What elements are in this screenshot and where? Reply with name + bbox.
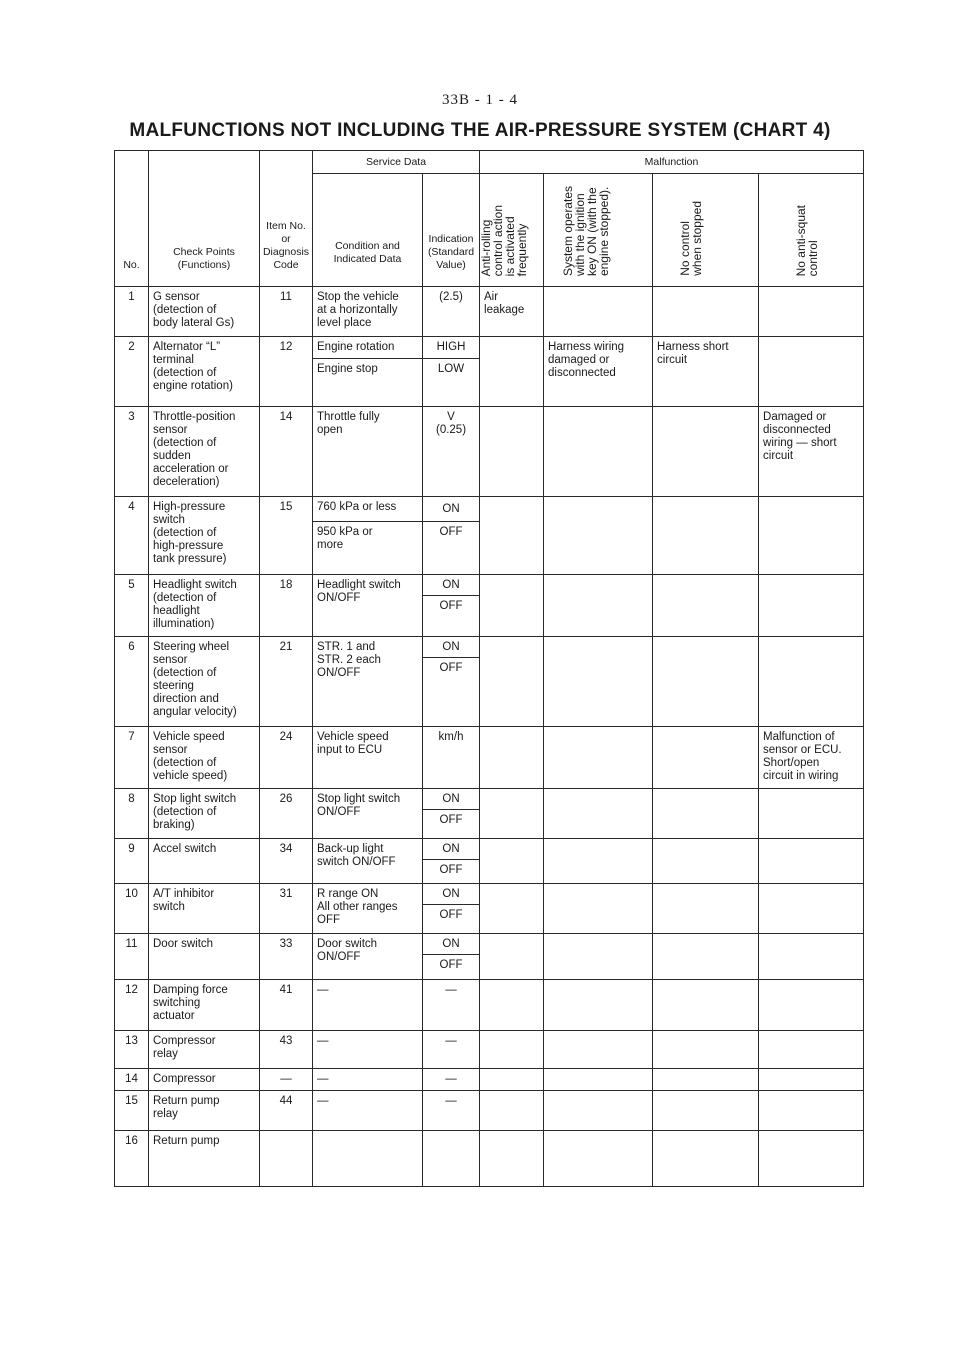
row-number: 15 — [115, 1091, 149, 1131]
header-malfunction-col-4: No anti-squat control — [759, 174, 864, 287]
malfunction-cell-3 — [653, 884, 759, 934]
malfunction-cell-1 — [480, 839, 544, 884]
indication-cell: ON — [423, 497, 480, 522]
indication-cell: — — [423, 1069, 480, 1091]
check-point-cell: Alternator “L” terminal (detection of engine rotation) — [149, 337, 260, 407]
malfunction-cell-3: Harness short circuit — [653, 337, 759, 407]
indication-cell: — — [423, 1091, 480, 1131]
condition-cell: Stop the vehicle at a horizontally level place — [313, 287, 423, 337]
indication-cell: HIGH — [423, 337, 480, 359]
malfunction-cell-2 — [544, 727, 653, 789]
malfunction-cell-2 — [544, 1031, 653, 1069]
malfunction-cell-3 — [653, 575, 759, 637]
malfunction-cell-3 — [653, 934, 759, 980]
condition-cell: Back-up light switch ON/OFF — [313, 839, 423, 884]
malfunction-cell-2 — [544, 934, 653, 980]
table-header — [115, 151, 864, 287]
malfunction-cell-2 — [544, 407, 653, 497]
diagnosis-code-cell: 24 — [260, 727, 313, 789]
diagnosis-code-cell: 31 — [260, 884, 313, 934]
indication-cell: OFF — [423, 658, 480, 727]
check-point-cell: Compressor — [149, 1069, 260, 1091]
indication-cell: OFF — [423, 955, 480, 980]
malfunction-cell-4 — [759, 337, 864, 407]
malfunction-cell-3 — [653, 1131, 759, 1187]
malfunction-cell-1: Air leakage — [480, 287, 544, 337]
header-malfunction: Malfunction — [480, 151, 864, 174]
malfunction-cell-3 — [653, 1031, 759, 1069]
malfunction-cell-1 — [480, 1131, 544, 1187]
table-row — [115, 287, 864, 337]
malfunction-cell-4 — [759, 637, 864, 727]
malfunction-cell-4 — [759, 1069, 864, 1091]
diagnosis-code-cell: 26 — [260, 789, 313, 839]
table-row — [115, 1091, 864, 1131]
malfunction-cell-4 — [759, 789, 864, 839]
malfunction-cell-2 — [544, 884, 653, 934]
malfunction-cell-4 — [759, 884, 864, 934]
diagnosis-code-cell — [260, 1131, 313, 1187]
condition-cell — [313, 1131, 423, 1187]
row-number: 1 — [115, 287, 149, 337]
malfunction-cell-2 — [544, 637, 653, 727]
table-row — [115, 337, 864, 359]
malfunction-cell-4 — [759, 575, 864, 637]
malfunction-cell-1 — [480, 1031, 544, 1069]
malfunction-cell-3 — [653, 727, 759, 789]
condition-cell: — — [313, 1091, 423, 1131]
diagnosis-code-cell: 18 — [260, 575, 313, 637]
table-row — [115, 980, 864, 1031]
malfunction-cell-1 — [480, 884, 544, 934]
malfunction-cell-1 — [480, 407, 544, 497]
malfunction-cell-4 — [759, 980, 864, 1031]
row-number: 16 — [115, 1131, 149, 1187]
malfunction-cell-4 — [759, 1131, 864, 1187]
malfunction-cell-3 — [653, 789, 759, 839]
indication-cell: OFF — [423, 596, 480, 637]
malfunction-cell-1 — [480, 497, 544, 575]
condition-cell: 760 kPa or less — [313, 497, 423, 522]
header-malfunction-col-3: No control when stopped — [653, 174, 759, 287]
table-row — [115, 575, 864, 596]
malfunction-cell-2 — [544, 497, 653, 575]
diagnosis-code-cell: 11 — [260, 287, 313, 337]
indication-cell: — — [423, 1031, 480, 1069]
table-row — [115, 934, 864, 955]
row-number: 4 — [115, 497, 149, 575]
table-row — [115, 727, 864, 789]
page-number: 33B - 1 - 4 — [442, 92, 518, 108]
diagnosis-code-cell: — — [260, 1069, 313, 1091]
table-row — [115, 497, 864, 522]
page-title: MALFUNCTIONS NOT INCLUDING THE AIR-PRESSURE SYSTEM (CHART 4) — [129, 120, 831, 141]
check-point-cell: Door switch — [149, 934, 260, 980]
header-indication: Indication (Standard Value) — [423, 174, 480, 287]
condition-cell: Throttle fully open — [313, 407, 423, 497]
malfunction-cell-1 — [480, 637, 544, 727]
row-number: 12 — [115, 980, 149, 1031]
malfunction-cell-4 — [759, 497, 864, 575]
row-number: 13 — [115, 1031, 149, 1069]
header-item-no: Item No. or Diagnosis Code — [260, 151, 313, 287]
malfunction-cell-4 — [759, 934, 864, 980]
check-point-cell: G sensor (detection of body lateral Gs) — [149, 287, 260, 337]
malfunction-cell-2 — [544, 980, 653, 1031]
malfunction-cell-1 — [480, 934, 544, 980]
malfunction-cell-1 — [480, 337, 544, 407]
indication-cell: OFF — [423, 905, 480, 934]
check-point-cell: Accel switch — [149, 839, 260, 884]
malfunction-cell-3 — [653, 407, 759, 497]
check-point-cell: Return pump relay — [149, 1091, 260, 1131]
table-body — [115, 287, 864, 1187]
diagnosis-code-cell: 14 — [260, 407, 313, 497]
malfunction-cell-3 — [653, 1069, 759, 1091]
condition-cell: Door switch ON/OFF — [313, 934, 423, 980]
indication-cell: ON — [423, 637, 480, 658]
table-row — [115, 407, 864, 497]
header-service-data: Service Data — [313, 151, 480, 174]
header-malfunction-col-2: System operates with the ignition key ON (with the engine stopped). — [544, 174, 653, 287]
table-row — [115, 884, 864, 905]
condition-cell: Vehicle speed input to ECU — [313, 727, 423, 789]
condition-cell: — — [313, 1069, 423, 1091]
malfunction-cell-4 — [759, 1031, 864, 1069]
malfunction-cell-2 — [544, 1091, 653, 1131]
indication-cell: km/h — [423, 727, 480, 789]
header-no: No. — [115, 151, 149, 287]
malfunction-cell-3 — [653, 637, 759, 727]
indication-cell: OFF — [423, 810, 480, 839]
table-row — [115, 839, 864, 860]
malfunction-cell-2 — [544, 789, 653, 839]
check-point-cell: Damping force switching actuator — [149, 980, 260, 1031]
indication-cell — [423, 1131, 480, 1187]
malfunction-cell-4: Malfunction of sensor or ECU. Short/open circuit in wiring — [759, 727, 864, 789]
table-row — [115, 1131, 864, 1187]
check-point-cell: Vehicle speed sensor (detection of vehicle speed) — [149, 727, 260, 789]
diagnosis-code-cell: 34 — [260, 839, 313, 884]
malfunction-cell-1 — [480, 789, 544, 839]
check-point-cell: Throttle-position sensor (detection of sudden acceleration or deceleration) — [149, 407, 260, 497]
diagnosis-code-cell: 15 — [260, 497, 313, 575]
malfunction-cell-4: Damaged or disconnected wiring — short circuit — [759, 407, 864, 497]
condition-cell: — — [313, 980, 423, 1031]
check-point-cell: High-pressure switch (detection of high-pressure tank pressure) — [149, 497, 260, 575]
malfunction-cell-4 — [759, 1091, 864, 1131]
malfunction-cell-3 — [653, 839, 759, 884]
table-row — [115, 1069, 864, 1091]
row-number: 8 — [115, 789, 149, 839]
check-point-cell: Stop light switch (detection of braking) — [149, 789, 260, 839]
malfunction-cell-3 — [653, 497, 759, 575]
indication-cell: ON — [423, 884, 480, 905]
diagnosis-code-cell: 12 — [260, 337, 313, 407]
diagnosis-code-cell: 41 — [260, 980, 313, 1031]
malfunction-cell-2 — [544, 1069, 653, 1091]
condition-cell: R range ON All other ranges OFF — [313, 884, 423, 934]
indication-cell: ON — [423, 575, 480, 596]
malfunction-cell-2 — [544, 1131, 653, 1187]
condition-cell: STR. 1 and STR. 2 each ON/OFF — [313, 637, 423, 727]
table-row — [115, 789, 864, 810]
header-check-points: Check Points (Functions) — [149, 151, 260, 287]
diagnosis-code-cell: 43 — [260, 1031, 313, 1069]
check-point-cell: Headlight switch (detection of headlight illumination) — [149, 575, 260, 637]
malfunction-cell-1 — [480, 980, 544, 1031]
row-number: 11 — [115, 934, 149, 980]
condition-cell: Engine stop — [313, 359, 423, 407]
malfunction-cell-4 — [759, 839, 864, 884]
indication-cell: OFF — [423, 522, 480, 575]
condition-cell: Headlight switch ON/OFF — [313, 575, 423, 637]
diagnosis-code-cell: 33 — [260, 934, 313, 980]
condition-cell: Stop light switch ON/OFF — [313, 789, 423, 839]
malfunction-cell-1 — [480, 575, 544, 637]
row-number: 14 — [115, 1069, 149, 1091]
check-point-cell: A/T inhibitor switch — [149, 884, 260, 934]
malfunction-cell-1 — [480, 1091, 544, 1131]
condition-cell: — — [313, 1031, 423, 1069]
malfunction-cell-2 — [544, 839, 653, 884]
row-number: 5 — [115, 575, 149, 637]
row-number: 9 — [115, 839, 149, 884]
row-number: 6 — [115, 637, 149, 727]
check-point-cell: Steering wheel sensor (detection of steering direction and angular velocity) — [149, 637, 260, 727]
malfunction-chart — [114, 150, 863, 1187]
malfunction-cell-1 — [480, 727, 544, 789]
indication-cell: — — [423, 980, 480, 1031]
table-row — [115, 637, 864, 658]
diagnosis-code-cell: 44 — [260, 1091, 313, 1131]
malfunction-cell-3 — [653, 287, 759, 337]
row-number: 3 — [115, 407, 149, 497]
row-number: 2 — [115, 337, 149, 407]
condition-cell: 950 kPa or more — [313, 522, 423, 575]
malfunction-cell-2 — [544, 287, 653, 337]
malfunction-table — [114, 150, 864, 1187]
header-condition: Condition and Indicated Data — [313, 174, 423, 287]
row-number: 10 — [115, 884, 149, 934]
indication-cell: ON — [423, 839, 480, 860]
malfunction-cell-4 — [759, 287, 864, 337]
check-point-cell: Compressor relay — [149, 1031, 260, 1069]
indication-cell: LOW — [423, 359, 480, 407]
indication-cell: OFF — [423, 860, 480, 884]
table-row — [115, 1031, 864, 1069]
check-point-cell: Return pump — [149, 1131, 260, 1187]
row-number: 7 — [115, 727, 149, 789]
malfunction-cell-2: Harness wiring damaged or disconnected — [544, 337, 653, 407]
condition-cell: Engine rotation — [313, 337, 423, 359]
malfunction-cell-3 — [653, 980, 759, 1031]
malfunction-cell-3 — [653, 1091, 759, 1131]
header-malfunction-col-1: Anti-rolling control action is activated frequently — [480, 174, 544, 287]
malfunction-cell-2 — [544, 575, 653, 637]
indication-cell: ON — [423, 934, 480, 955]
malfunction-cell-1 — [480, 1069, 544, 1091]
diagnosis-code-cell: 21 — [260, 637, 313, 727]
indication-cell: ON — [423, 789, 480, 810]
indication-cell: V (0.25) — [423, 407, 480, 497]
indication-cell: (2.5) — [423, 287, 480, 337]
